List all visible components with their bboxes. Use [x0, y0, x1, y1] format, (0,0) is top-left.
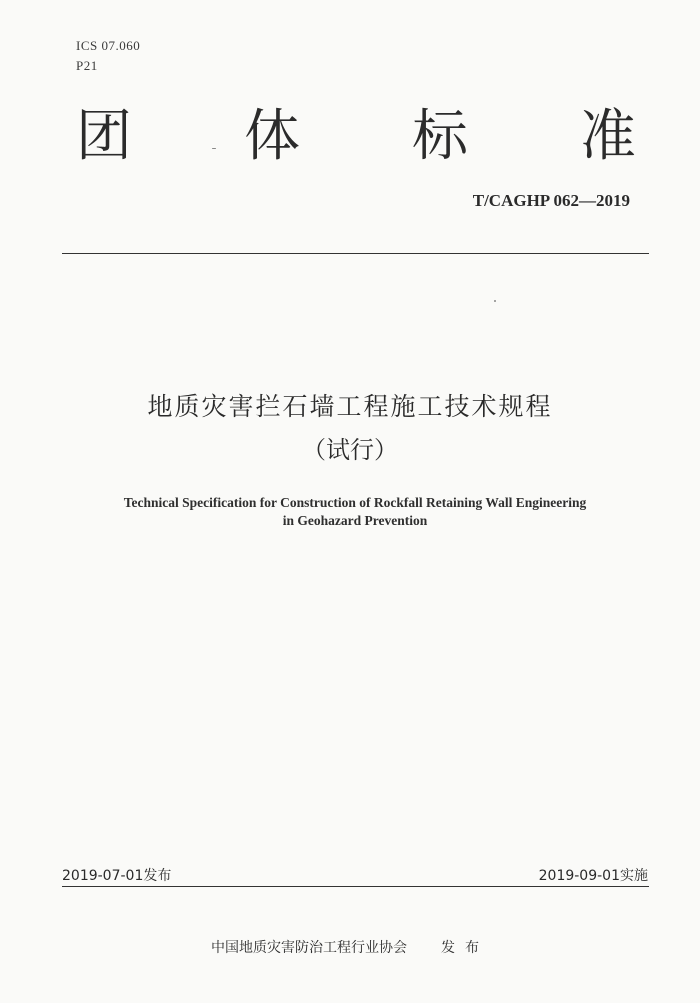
standard-code: T/CAGHP 062—2019: [472, 191, 630, 210]
footer-divider: [62, 886, 649, 887]
implementation-date: 2019-09-01实施: [538, 868, 648, 884]
standard-type-heading: [76, 102, 636, 172]
ccs-code: P21: [76, 58, 98, 73]
title-en-line: in Geohazard Prevention: [282, 513, 428, 528]
header-divider: [62, 253, 649, 254]
classification-block: [76, 36, 140, 76]
standard-type-char: 标: [412, 104, 468, 169]
scan-speck: [212, 148, 216, 149]
standard-type-char: 体: [244, 104, 300, 169]
publisher-name: 中国地质灾害防治工程行业协会: [211, 940, 407, 956]
standard-type-char: 团: [76, 104, 132, 169]
issue-date: 2019-07-01发布: [62, 868, 172, 884]
publish-label: 发布: [441, 940, 489, 956]
document-title-zh: 地质灾害拦石墙工程施工技术规程: [147, 392, 553, 421]
standard-type-char: 准: [580, 104, 636, 169]
scan-speck: [494, 300, 496, 302]
document-subtitle-zh: （试行）: [302, 436, 398, 464]
publisher-line: [0, 937, 700, 957]
ics-code: ICS 07.060: [76, 38, 141, 53]
document-title-en: [60, 494, 650, 530]
title-en-line: Technical Specification for Construction of Rockfall Retaining Wall Engineering: [123, 495, 587, 510]
